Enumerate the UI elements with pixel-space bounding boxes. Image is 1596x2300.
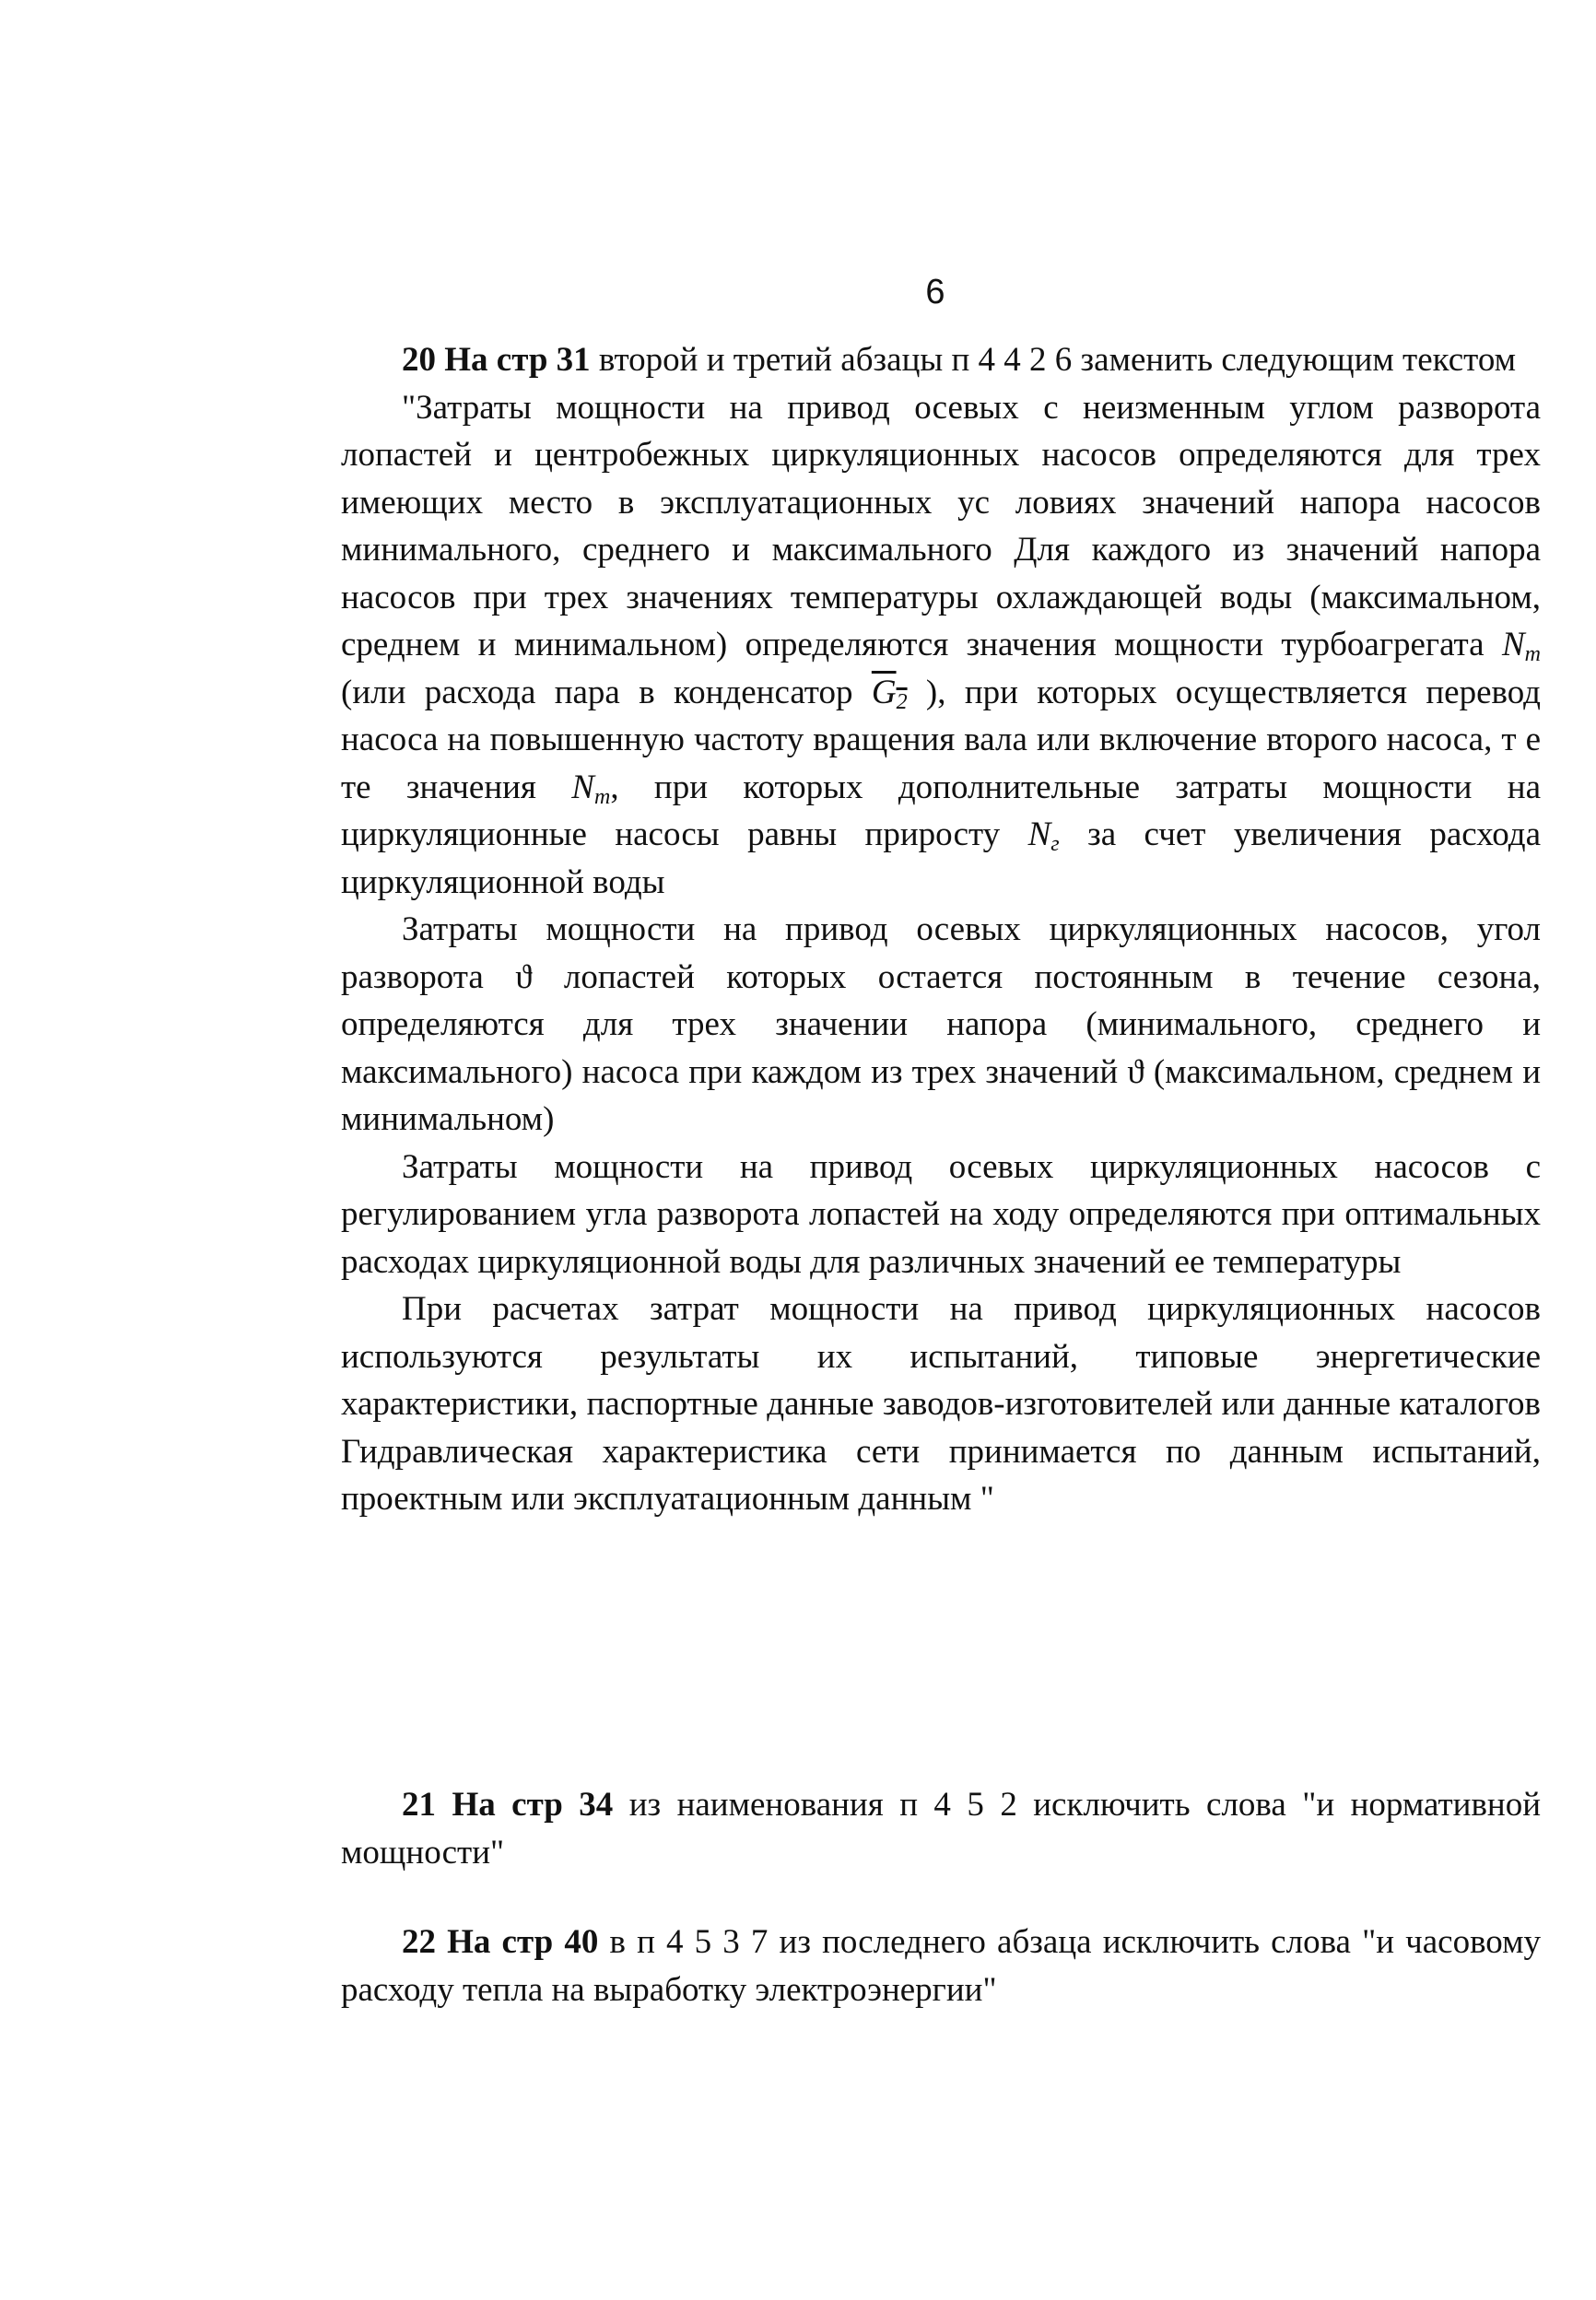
page-number: 6	[925, 273, 945, 311]
page-reference: 34	[579, 1786, 614, 1824]
paragraph-text: лопастей которых остается постоянным в течение сезона, определяются для трех значении напора (минимального, среднего и максимального) насоса при каждом из трех значений	[341, 957, 1541, 1091]
paragraph-text: (или расхода пара в конденсатор	[341, 673, 872, 711]
item-number: 21	[402, 1786, 436, 1824]
symbol-letter: N	[1501, 626, 1525, 663]
amendment-22-text	[341, 1919, 1541, 2013]
item-lead: На стр	[444, 341, 548, 379]
amendment-item-20	[341, 336, 1541, 1523]
symbol-subscript: т	[1524, 642, 1541, 666]
amendment-item-21	[341, 1781, 1541, 1876]
quoted-paragraph-4: При расчетах затрат мощности на привод циркуляционных насосов используются результаты их испытаний, типовые энергетические характеристики, паспортные данные заводов-изготовителей или данные каталогов Гидравлическая характеристика сети принимается по данным испытаний, проектным или эксплуатационным данным "	[341, 1290, 1541, 1518]
item-text: второй и третий абзацы п 4 4 2 6 заменить следующим текстом	[590, 341, 1517, 379]
symbol-theta: ϑ	[515, 957, 533, 996]
item-lead: На стр	[452, 1786, 563, 1824]
symbol-letter: G	[871, 673, 897, 711]
amendment-item-22	[341, 1919, 1541, 2013]
item-text: из наименования п 4 5 2 исключить слова "и нормативной мощности"	[341, 1786, 1542, 1872]
paragraph-text: за счет увеличения расхода циркуляционной воды	[341, 816, 1541, 901]
symbol-letter: N	[1027, 816, 1051, 853]
symbol-theta: ϑ	[1127, 1052, 1144, 1091]
amendment-21-text	[341, 1781, 1541, 1876]
item-number: 22	[402, 1923, 436, 1961]
item-lead: На стр	[447, 1923, 554, 1961]
paragraph-text: "Затраты мощности на привод осевых с неизменным углом разворота лопастей и центробежных циркуляционных насосов определяются для трех имеющих место в эксплуатационных ус ловиях значений напора насосов минимального, среднего и максимального Для каждого из значений напора насосов при трех значениях температуры охлаждающей воды (максимальном, среднем и минимальном) определяются значения мощности турбоагрегата	[341, 388, 1541, 663]
item-number: 20	[402, 341, 436, 379]
quoted-paragraph-2	[341, 906, 1541, 1144]
page-reference: 31	[556, 341, 591, 379]
paragraph-text: ), при которых осуществляется перевод насоса на повышенную частоту вращения вала или включение второго насоса, т е те значения	[341, 673, 1541, 806]
item-text: в п 4 5 3 7 из последнего абзаца исключить слова "и часовому расходу тепла на выработку электроэнергии"	[341, 1923, 1542, 2009]
paragraph-text: , при которых дополнительные затраты мощности на циркуляционные насосы равны приросту	[341, 768, 1541, 853]
amendment-20-heading	[341, 336, 1541, 384]
symbol-nt	[1501, 626, 1541, 666]
symbol-nr	[1027, 816, 1060, 856]
symbol-subscript: т	[593, 784, 611, 809]
symbol-subscript: 2	[896, 689, 908, 714]
quoted-paragraph-3: Затраты мощности на привод осевых циркуляционных насосов с регулированием угла разворота лопастей на ходу определяются при оптимальных расходах циркуляционной воды для различных значений ее температуры	[341, 1147, 1541, 1281]
symbol-nt	[571, 768, 611, 809]
paragraph-text: Затраты мощности на привод осевых циркуляционных насосов, угол разворота	[341, 910, 1541, 996]
symbol-letter: N	[571, 768, 594, 806]
quoted-paragraph-1	[341, 384, 1541, 907]
symbol-g2	[871, 673, 908, 714]
page-reference: 40	[564, 1923, 599, 1961]
paragraph-text: (максимальном, среднем и минимальном)	[341, 1052, 1541, 1138]
symbol-subscript: г	[1050, 832, 1060, 856]
